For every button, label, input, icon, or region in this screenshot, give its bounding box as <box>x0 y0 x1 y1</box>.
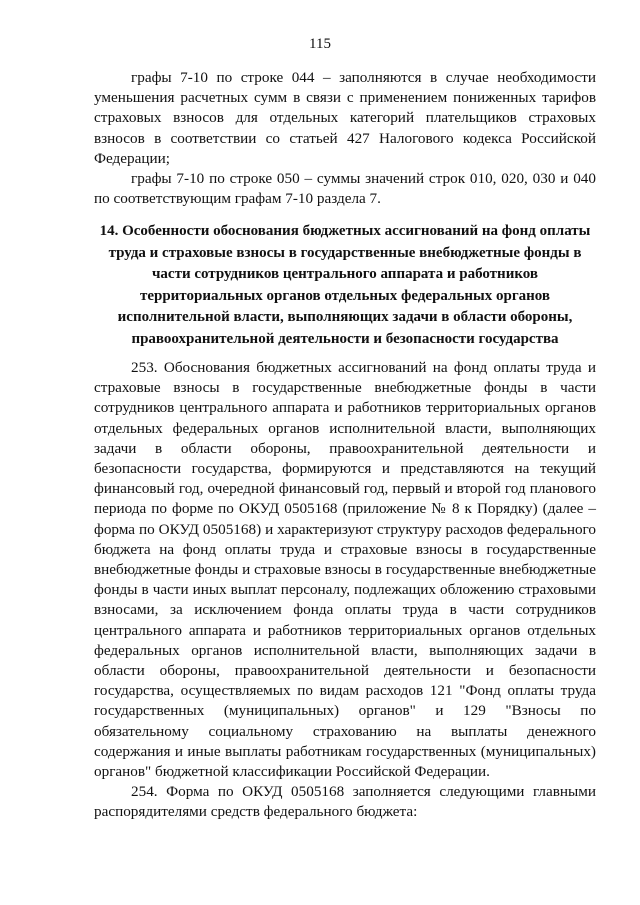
intro-paragraphs <box>94 68 596 209</box>
paragraph-254: 254. Форма по ОКУД 0505168 заполняется следующими главными распорядителями средств федерального бюджета: <box>94 783 596 821</box>
section-heading-text: 14. Особенности обоснования бюджетных ассигнований на фонд оплаты труда и страховые взносы в государственные внебюджетные фонды в части сотрудников центрального аппарата и работников территориальных органов отдельных федеральных органов исполнительной власти, выполняющих задачи в области обороны, правоохранительной деятельности и безопасности государства <box>99 223 591 347</box>
section-heading <box>94 221 596 350</box>
page-number: 115 <box>309 36 331 52</box>
paragraph-253: 253. Обоснования бюджетных ассигнований на фонд оплаты труда и страховые взносы в государственные внебюджетные фонды в части сотрудников центрального аппарата и работников территориальных органов отдельных федеральных органов исполнительной власти, выполняющих задачи в области обороны, правоохранительной деятельности и безопасности государства, формируются и представляются на текущий финансовый год, очередной финансовый год, первый и второй год планового периода по форме по ОКУД 0505168 (приложение № 8 к Порядку) (далее – форма по ОКУД 0505168) и характеризуют структуру расходов федерального бюджета на фонд оплаты труда и страховые взносы в государственные внебюджетные фонды и страховые взносы в государственные внебюджетные фонды в части иных выплат персоналу, подлежащих обложению страховыми взносами, за исключением фонда оплаты труда в части сотрудников центрального аппарата и работников территориальных органов отдельных федеральных органов исполнительной власти, выполняющих задачи в области обороны, правоохранительной деятельности и безопасности государства, осуществляемых по видам расходов 121 "Фонд оплаты труда государственных (муниципальных) органов" и 129 "Взносы по обязательному социальному страхованию на выплаты денежного содержания и иные выплаты работникам государственных (муниципальных) органов" бюджетной классификации Российской Федерации. <box>94 359 596 781</box>
paragraph-line-050: графы 7-10 по строке 050 – суммы значений строк 010, 020, 030 и 040 по соответствующим графам 7-10 раздела 7. <box>94 170 596 208</box>
paragraph-line-044: графы 7-10 по строке 044 – заполняются в случае необходимости уменьшения расчетных сумм в связи с применением пониженных тарифов страховых взносов для отдельных категорий плательщиков страховых взносов в соответствии со статьей 427 Налогового кодекса Российской Федерации; <box>94 69 596 167</box>
main-paragraphs <box>94 358 596 823</box>
